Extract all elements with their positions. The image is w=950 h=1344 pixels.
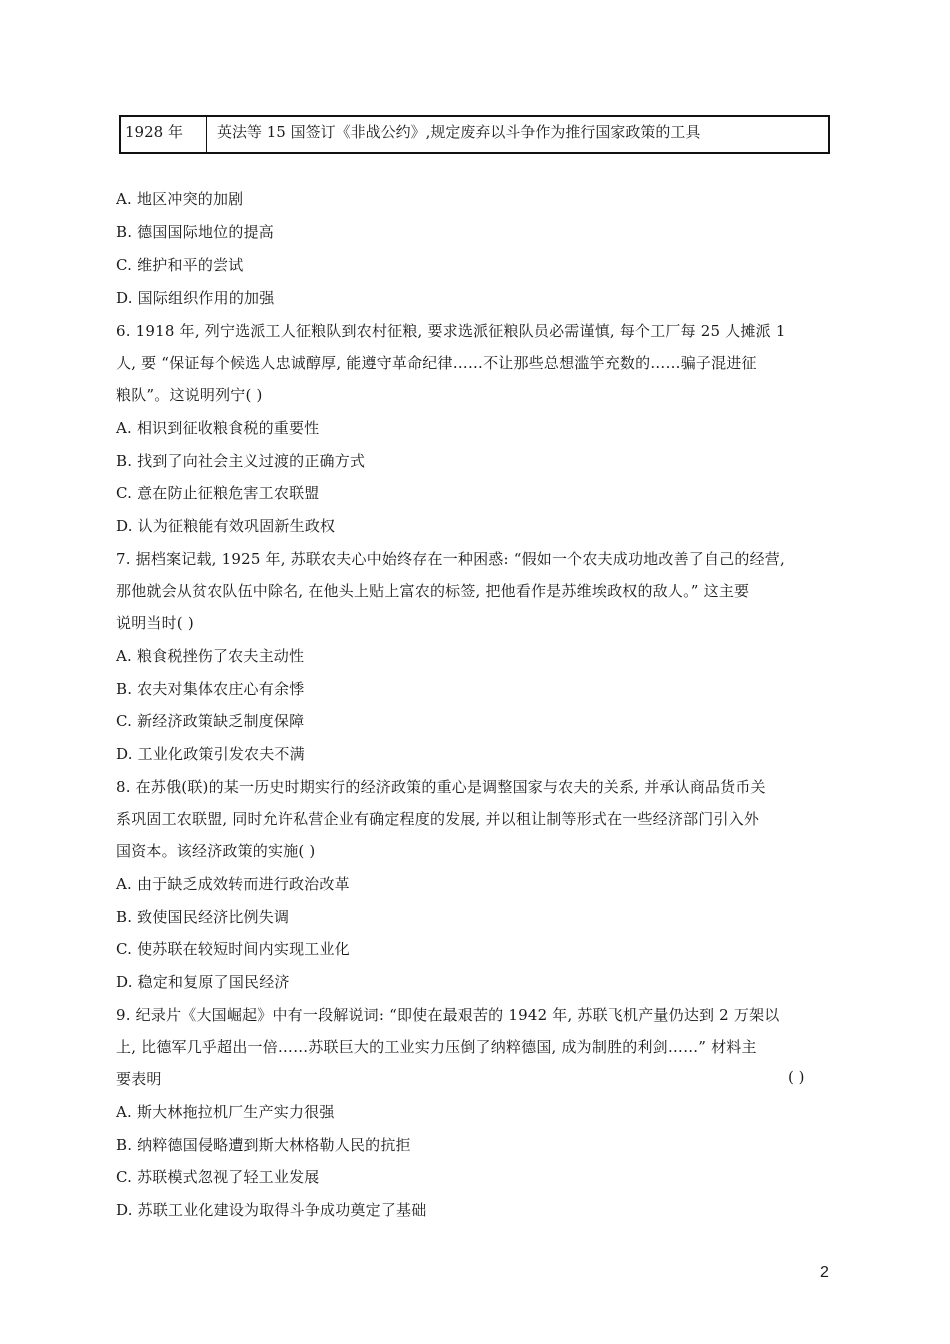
- q9-stem-line-2: 上, 比德军几乎超出一倍……苏联巨大的工业实力压倒了纳粹德国, 成为制胜的利剑……” 材料主: [116, 1038, 757, 1056]
- q9-answer-paren: ( ): [788, 1068, 805, 1086]
- q5-option-a: A. 地区冲突的加剧: [116, 190, 244, 208]
- q9-stem-line-3: 要表明: [116, 1070, 162, 1088]
- q9-stem-line-1: 9. 纪录片《大国崛起》中有一段解说词: “即使在最艰苦的 1942 年, 苏联飞机产量仍达到 2 万架以: [116, 1006, 780, 1024]
- q6-option-c: C. 意在防止征粮危害工农联盟: [116, 484, 320, 502]
- q7-option-a: A. 粮食税挫伤了农夫主动性: [116, 647, 305, 665]
- table-cell-event: 英法等 15 国签订《非战公约》,规定废弃以斗争作为推行国家政策的工具: [217, 123, 701, 141]
- q8-option-c: C. 使苏联在较短时间内实现工业化: [116, 940, 350, 958]
- q7-option-d: D. 工业化政策引发农夫不满: [116, 745, 305, 763]
- event-table: [119, 115, 830, 154]
- q9-option-b: B. 纳粹德国侵略遭到斯大林格勒人民的抗拒: [116, 1136, 411, 1154]
- q7-option-b: B. 农夫对集体农庄心有余悸: [116, 680, 305, 698]
- q7-stem-line-3: 说明当时( ): [116, 614, 194, 632]
- page-number: 2: [820, 1264, 829, 1281]
- q9-option-c: C. 苏联模式忽视了轻工业发展: [116, 1168, 320, 1186]
- q6-option-b: B. 找到了向社会主义过渡的正确方式: [116, 452, 366, 470]
- q8-option-b: B. 致使国民经济比例失调: [116, 908, 290, 926]
- q8-stem-line-3: 国资本。该经济政策的实施( ): [116, 842, 316, 860]
- q7-option-c: C. 新经济政策缺乏制度保障: [116, 712, 305, 730]
- q8-stem-line-1: 8. 在苏俄(联)的某一历史时期实行的经济政策的重心是调整国家与农夫的关系, 并承认商品货币关: [116, 778, 766, 796]
- q6-stem-line-2: 人, 要 “保证每个候选人忠诚醇厚, 能遵守革命纪律……不让那些总想滥竽充数的……骗子混进征: [116, 354, 757, 372]
- q8-option-d: D. 稳定和复原了国民经济: [116, 973, 290, 991]
- q8-option-a: A. 由于缺乏成效转而进行政治改革: [116, 875, 350, 893]
- q5-option-d: D. 国际组织作用的加强: [116, 289, 275, 307]
- q6-option-a: A. 相识到征收粮食税的重要性: [116, 419, 320, 437]
- q9-option-a: A. 斯大林拖拉机厂生产实力很强: [116, 1103, 335, 1121]
- q7-stem-line-1: 7. 据档案记载, 1925 年, 苏联农夫心中始终存在一种困惑: “假如一个农夫成功地改善了自己的经营,: [116, 550, 785, 568]
- q9-option-d: D. 苏联工业化建设为取得斗争成功奠定了基础: [116, 1201, 427, 1219]
- q6-option-d: D. 认为征粮能有效巩固新生政权: [116, 517, 336, 535]
- q5-option-c: C. 维护和平的尝试: [116, 256, 244, 274]
- q6-stem-line-1: 6. 1918 年, 列宁选派工人征粮队到农村征粮, 要求选派征粮队员必需谨慎, 每个工厂每 25 人摊派 1: [116, 322, 786, 340]
- q6-stem-line-3: 粮队”。这说明列宁( ): [116, 386, 263, 404]
- q7-stem-line-2: 那他就会从贫农队伍中除名, 在他头上贴上富农的标签, 把他看作是苏维埃政权的敌人。” 这主要: [116, 582, 750, 600]
- q5-option-b: B. 德国国际地位的提高: [116, 223, 274, 241]
- table-cell-year: 1928 年: [121, 117, 207, 152]
- q8-stem-line-2: 系巩固工农联盟, 同时允许私营企业有确定程度的发展, 并以租让制等形式在一些经济部门引入外: [116, 810, 760, 828]
